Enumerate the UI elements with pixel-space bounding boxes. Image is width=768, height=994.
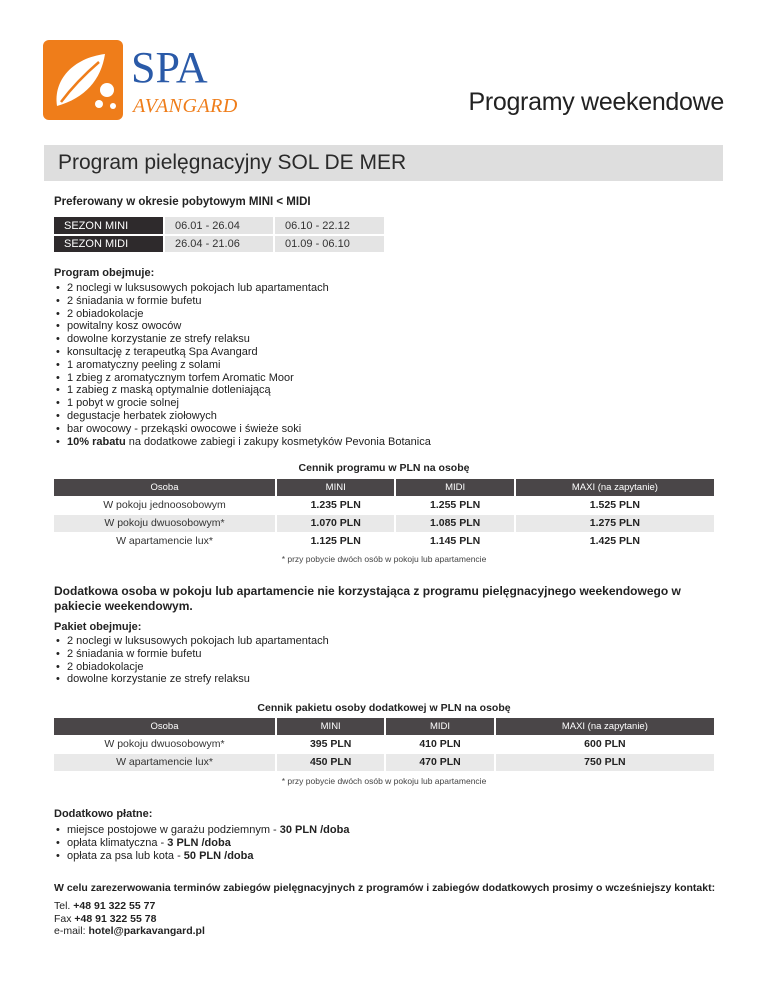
table-row bbox=[54, 532, 714, 550]
extra-paid-heading: Dodatkowo płatne: bbox=[54, 808, 153, 820]
list-item bbox=[54, 837, 349, 850]
email-label: e-mail: bbox=[54, 925, 89, 937]
logo-avangard-text: AVANGARD bbox=[133, 95, 238, 117]
season-row bbox=[54, 217, 384, 235]
table-cell: 1.145 PLN bbox=[395, 532, 514, 550]
table-cell: W pokoju jednoosobowym bbox=[54, 496, 276, 514]
preferred-period: Preferowany w okresie pobytowym MINI < MIDI bbox=[54, 196, 311, 208]
price-table-1-caption: Cennik programu w PLN na osobę bbox=[298, 462, 470, 474]
program-banner bbox=[44, 145, 723, 181]
list-item: • dowolne korzystanie ze strefy relaksu bbox=[54, 673, 329, 686]
contact-phone bbox=[54, 900, 205, 913]
logo-spa-text: SPA bbox=[131, 43, 208, 92]
spa-avangard-logo bbox=[43, 40, 253, 120]
list-item: • 1 zabieg z maską optymalnie dotleniającą bbox=[54, 384, 431, 397]
list-item: • konsultację z terapeutką Spa Avangard bbox=[54, 346, 431, 359]
bubble-icon bbox=[100, 83, 114, 97]
season-label: SEZON MINI bbox=[54, 217, 164, 235]
season-table bbox=[54, 217, 384, 254]
extra-person-title: Dodatkowa osoba w pokoju lub apartamencie nie korzystająca z programu pielęgnacyjnego weekendowego w pakiecie weekendowym. bbox=[54, 584, 681, 613]
list-item: • 1 aromatyczny peeling z solami bbox=[54, 359, 431, 372]
program-includes-heading: Program obejmuje: bbox=[54, 267, 155, 279]
price-table-2-footnote: * przy pobycie dwóch osób w pokoju lub apartamencie bbox=[281, 776, 487, 786]
table-cell: W apartamencie lux* bbox=[54, 532, 276, 550]
list-item: • 1 zbieg z aromatycznym torfem Aromatic Moor bbox=[54, 372, 431, 385]
table-row bbox=[54, 753, 714, 771]
table-cell: 600 PLN bbox=[495, 735, 714, 753]
column-header: Osoba bbox=[54, 479, 276, 496]
column-header: MIDI bbox=[385, 718, 494, 735]
table-cell: 1.255 PLN bbox=[395, 496, 514, 514]
table-cell: 1.125 PLN bbox=[276, 532, 395, 550]
price-table-1-footnote: * przy pobycie dwóch osób w pokoju lub apartamencie bbox=[281, 554, 487, 564]
page-title: Programy weekendowe bbox=[468, 88, 724, 116]
table-row bbox=[54, 514, 714, 532]
package-includes-heading: Pakiet obejmuje: bbox=[54, 621, 142, 633]
list-item bbox=[54, 824, 349, 837]
table-cell: 1.525 PLN bbox=[515, 496, 714, 514]
price-table-1 bbox=[54, 479, 714, 550]
season-range: 26.04 - 21.06 bbox=[164, 235, 274, 253]
price-table-2-caption: Cennik pakietu osoby dodatkowej w PLN na osobę bbox=[257, 702, 511, 714]
list-item bbox=[54, 850, 349, 863]
column-header: MAXI (na zapytanie) bbox=[495, 718, 714, 735]
list-item: • 2 obiadokolacje bbox=[54, 308, 431, 321]
list-item: • 1 pobyt w grocie solnej bbox=[54, 397, 431, 410]
contact-email bbox=[54, 925, 205, 938]
season-range: 06.10 - 22.12 bbox=[274, 217, 384, 235]
contact-block bbox=[54, 900, 205, 938]
fee-amount: 3 PLN /doba bbox=[167, 836, 231, 849]
column-header: MAXI (na zapytanie) bbox=[515, 479, 714, 496]
season-row bbox=[54, 235, 384, 253]
table-cell: 1.070 PLN bbox=[276, 514, 395, 532]
table-cell: W pokoju dwuosobowym* bbox=[54, 735, 276, 753]
table-cell: 450 PLN bbox=[276, 753, 385, 771]
discount-bold: 10% rabatu bbox=[67, 435, 126, 448]
season-range: 06.01 - 26.04 bbox=[164, 217, 274, 235]
discount-text: na dodatkowe zabiegi i zakupy kosmetyków Pevonia Botanica bbox=[125, 435, 431, 448]
list-item: • 2 śniadania w formie bufetu bbox=[54, 648, 329, 661]
list-item: • 2 noclegi w luksusowych pokojach lub apartamentach bbox=[54, 282, 431, 295]
list-item bbox=[54, 436, 431, 449]
logo-graphic bbox=[43, 40, 253, 120]
table-row bbox=[54, 735, 714, 753]
table-cell: 470 PLN bbox=[385, 753, 494, 771]
season-range: 01.09 - 06.10 bbox=[274, 235, 384, 253]
table-cell: W apartamencie lux* bbox=[54, 753, 276, 771]
list-item: • 2 noclegi w luksusowych pokojach lub apartamentach bbox=[54, 635, 329, 648]
list-item: • dowolne korzystanie ze strefy relaksu bbox=[54, 333, 431, 346]
table-cell: 1.085 PLN bbox=[395, 514, 514, 532]
package-includes-list bbox=[54, 635, 329, 686]
table-cell: 395 PLN bbox=[276, 735, 385, 753]
contact-heading: W celu zarezerwowania terminów zabiegów pielęgnacyjnych z programów i zabiegów dodatkowych prosimy o wcześniejszy kontakt: bbox=[54, 882, 716, 894]
phone-number[interactable]: +48 91 322 55 77 bbox=[73, 900, 156, 912]
fee-label: opłata za psa lub kota - bbox=[67, 849, 184, 862]
column-header: Osoba bbox=[54, 718, 276, 735]
table-cell: 1.275 PLN bbox=[515, 514, 714, 532]
extra-paid-list bbox=[54, 824, 349, 862]
program-title: Program pielęgnacyjny SOL DE MER bbox=[58, 151, 407, 174]
fee-label: opłata klimatyczna - bbox=[67, 836, 168, 849]
column-header: MINI bbox=[276, 718, 385, 735]
table-cell: 410 PLN bbox=[385, 735, 494, 753]
contact-fax bbox=[54, 913, 205, 926]
fee-amount: 30 PLN /doba bbox=[279, 824, 350, 836]
program-includes-list bbox=[54, 282, 431, 448]
phone-label: Tel. bbox=[54, 900, 74, 912]
list-item: • degustacje herbatek ziołowych bbox=[54, 410, 431, 423]
fee-amount: 50 PLN /doba bbox=[183, 849, 254, 862]
season-label: SEZON MIDI bbox=[54, 235, 164, 253]
fax-number: +48 91 322 55 78 bbox=[74, 912, 157, 925]
fee-label: miejsce postojowe w garażu podziemnym - bbox=[67, 824, 280, 836]
email-link[interactable]: hotel@parkavangard.pl bbox=[88, 925, 205, 937]
list-item: • 2 śniadania w formie bufetu bbox=[54, 295, 431, 308]
column-header: MINI bbox=[276, 479, 395, 496]
price-table-2 bbox=[54, 718, 714, 771]
table-cell: W pokoju dwuosobowym* bbox=[54, 514, 276, 532]
table-cell: 1.425 PLN bbox=[515, 532, 714, 550]
fax-label: Fax bbox=[54, 912, 75, 925]
table-row bbox=[54, 496, 714, 514]
table-cell: 750 PLN bbox=[495, 753, 714, 771]
table-cell: 1.235 PLN bbox=[276, 496, 395, 514]
list-item: • powitalny kosz owoców bbox=[54, 320, 431, 333]
list-item: • 2 obiadokolacje bbox=[54, 661, 329, 674]
column-header: MIDI bbox=[395, 479, 514, 496]
list-item: • bar owocowy - przekąski owocowe i świeże soki bbox=[54, 423, 431, 436]
